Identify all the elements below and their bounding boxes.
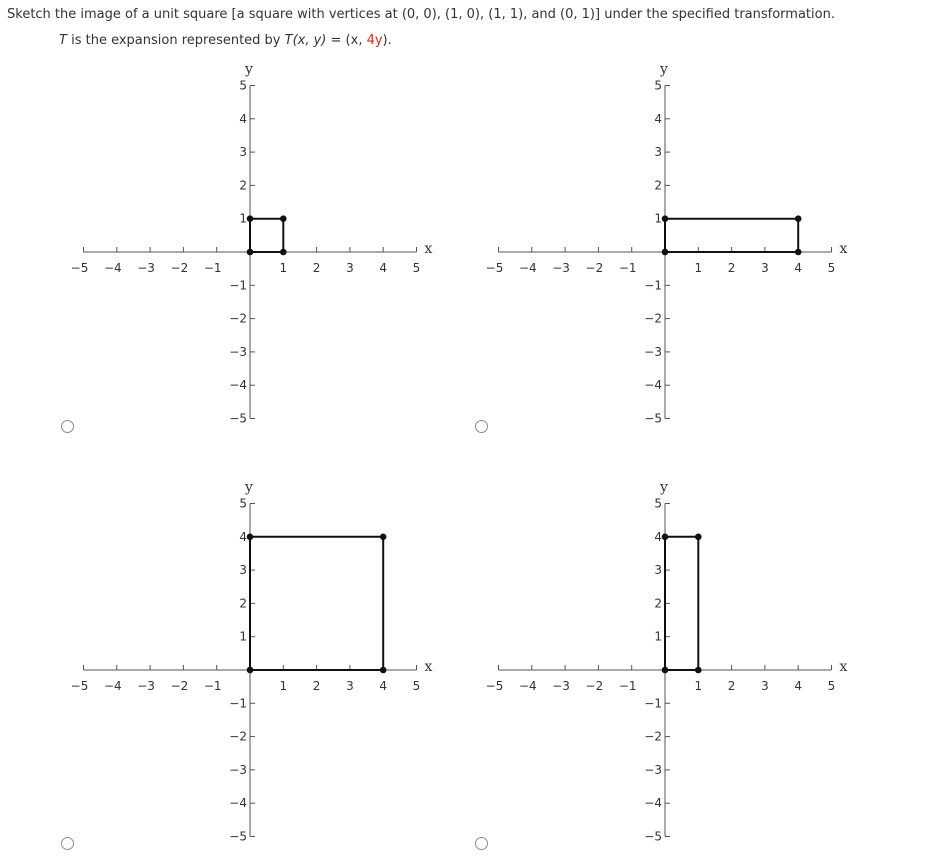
y-tick-label: 3: [239, 145, 247, 160]
x-tick-label: 1: [694, 679, 703, 693]
x-tick-label: −1: [618, 261, 637, 275]
y-tick-label: −4: [229, 796, 247, 811]
radio-option-1[interactable]: [61, 420, 74, 433]
x-tick-label: −2: [170, 261, 189, 275]
vertex-point: [280, 249, 287, 256]
equals-text: = (x,: [326, 33, 367, 48]
vertex-point: [247, 667, 254, 674]
y-tick-label: 1: [654, 211, 662, 226]
y-tick-label: 4: [239, 529, 247, 544]
y-tick-label: −5: [229, 829, 247, 844]
x-tick-label: 5: [412, 261, 421, 275]
scale-factor-term: 4y: [366, 33, 383, 48]
y-tick-label: −3: [644, 344, 662, 359]
x-tick-label: −4: [518, 261, 537, 275]
x-tick-label: −2: [585, 679, 604, 693]
y-tick-label: −3: [229, 762, 247, 777]
y-tick-label: −5: [229, 411, 247, 426]
x-tick-label: 1: [279, 679, 288, 693]
vertex-point: [380, 667, 387, 674]
vertex-point: [662, 534, 669, 541]
y-tick-label: −4: [644, 378, 662, 393]
graph-option-3: [70, 478, 440, 858]
x-tick-label: 5: [827, 679, 836, 693]
vertex-point: [280, 215, 287, 222]
x-tick-label: 4: [379, 261, 388, 275]
y-tick-label: 5: [239, 78, 247, 93]
x-tick-label: 3: [346, 261, 354, 275]
x-tick-label: 2: [727, 679, 736, 693]
x-tick-label: −1: [203, 679, 222, 693]
y-tick-label: 5: [654, 496, 662, 511]
vertex-point: [662, 215, 669, 222]
x-tick-label: 4: [794, 679, 803, 693]
y-tick-label: 4: [654, 529, 662, 544]
transformed-shape: [250, 219, 283, 252]
function-notation: T(x, y): [284, 33, 327, 48]
radio-option-3[interactable]: [61, 837, 74, 850]
x-tick-label: −1: [618, 679, 637, 693]
vertex-point: [795, 249, 802, 256]
y-tick-label: 3: [239, 563, 247, 578]
x-tick-label: −5: [70, 261, 89, 275]
y-tick-label: 5: [654, 78, 662, 93]
x-tick-label: 2: [312, 679, 321, 693]
x-tick-label: −4: [103, 679, 122, 693]
y-tick-label: −2: [229, 311, 247, 326]
y-tick-label: 2: [239, 178, 247, 193]
question-text: Sketch the image of a unit square [a square with vertices at (0, 0), (1, 0), (1, 1), and (0, 1)] under the specified transformation.: [7, 7, 835, 22]
y-tick-label: 1: [239, 211, 247, 226]
x-axis-label: x: [424, 241, 433, 257]
y-tick-label: 1: [239, 629, 247, 644]
y-tick-label: 2: [239, 596, 247, 611]
y-tick-label: −2: [229, 729, 247, 744]
x-tick-label: 5: [827, 261, 836, 275]
x-tick-label: −4: [518, 679, 537, 693]
graph-option-4: [485, 478, 855, 858]
x-tick-label: −5: [70, 679, 89, 693]
y-tick-label: −1: [644, 696, 662, 711]
y-tick-label: −1: [229, 278, 247, 293]
y-tick-label: 4: [239, 111, 247, 126]
y-axis-label: y: [245, 479, 253, 496]
y-tick-label: 1: [654, 629, 662, 644]
y-tick-label: 2: [654, 596, 662, 611]
x-tick-label: 2: [727, 261, 736, 275]
vertex-point: [247, 215, 254, 222]
y-tick-label: 5: [239, 496, 247, 511]
x-tick-label: −5: [485, 679, 504, 693]
vertex-point: [695, 534, 702, 541]
y-tick-label: 3: [654, 145, 662, 160]
y-tick-label: −5: [644, 829, 662, 844]
vertex-point: [247, 249, 254, 256]
vertex-point: [247, 534, 254, 541]
x-tick-label: −3: [552, 679, 570, 693]
y-axis-label: y: [660, 61, 668, 78]
y-tick-label: 2: [654, 178, 662, 193]
x-tick-label: 2: [312, 261, 321, 275]
graph-option-2: [485, 60, 855, 440]
y-axis-label: y: [245, 61, 253, 78]
y-axis-label: y: [660, 479, 668, 496]
x-tick-label: 1: [694, 261, 703, 275]
y-tick-label: 3: [654, 563, 662, 578]
vertex-point: [795, 215, 802, 222]
y-tick-label: 4: [654, 111, 662, 126]
x-tick-label: 4: [379, 679, 388, 693]
y-tick-label: −1: [229, 696, 247, 711]
graph-option-1: [70, 60, 440, 440]
closing-text: ).: [382, 33, 392, 48]
y-tick-label: −2: [644, 311, 662, 326]
x-tick-label: −4: [103, 261, 122, 275]
x-tick-label: −3: [137, 679, 155, 693]
y-tick-label: −4: [229, 378, 247, 393]
x-tick-label: −1: [203, 261, 222, 275]
x-tick-label: 4: [794, 261, 803, 275]
x-tick-label: −3: [137, 261, 155, 275]
expansion-text: is the expansion represented by: [66, 33, 285, 48]
x-tick-label: −2: [585, 261, 604, 275]
y-tick-label: −3: [644, 762, 662, 777]
x-axis-label: x: [839, 241, 848, 257]
x-tick-label: 1: [279, 261, 288, 275]
vertex-point: [662, 667, 669, 674]
x-tick-label: 3: [761, 261, 769, 275]
radio-option-4[interactable]: [475, 837, 488, 850]
x-tick-label: 5: [412, 679, 421, 693]
x-tick-label: −2: [170, 679, 189, 693]
y-tick-label: −5: [644, 411, 662, 426]
x-axis-label: x: [839, 659, 848, 675]
t-symbol: T: [59, 33, 67, 48]
x-tick-label: 3: [346, 679, 354, 693]
radio-option-2[interactable]: [475, 420, 488, 433]
y-tick-label: −2: [644, 729, 662, 744]
vertex-point: [695, 667, 702, 674]
transformation-description: [59, 32, 392, 50]
vertex-point: [662, 249, 669, 256]
transformed-shape: [250, 537, 383, 670]
vertex-point: [380, 534, 387, 541]
y-tick-label: −1: [644, 278, 662, 293]
x-tick-label: −5: [485, 261, 504, 275]
x-tick-label: 3: [761, 679, 769, 693]
x-axis-label: x: [424, 659, 433, 675]
y-tick-label: −4: [644, 796, 662, 811]
y-tick-label: −3: [229, 344, 247, 359]
x-tick-label: −3: [552, 261, 570, 275]
